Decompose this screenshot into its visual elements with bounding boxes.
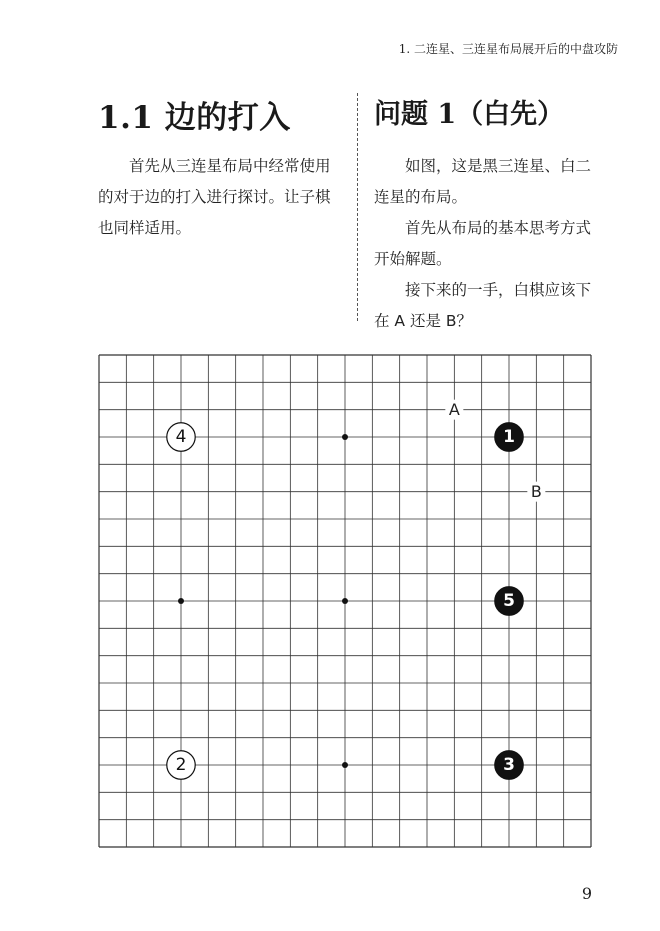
- star-point: [342, 598, 348, 604]
- star-point: [342, 762, 348, 768]
- star-point: [342, 434, 348, 440]
- section-body: [98, 151, 336, 244]
- board-marker-a: A: [448, 400, 460, 420]
- problem-paragraph: 首先从布局的基本思考方式开始解题。: [374, 219, 592, 268]
- problem-title: 问题 1（白先）: [374, 99, 565, 130]
- running-header: 1. 二连星、三连星布局展开后的中盘攻防: [398, 42, 618, 56]
- section-title: 1.1 边的打入: [98, 100, 291, 136]
- stone-label: 3: [503, 755, 515, 775]
- column-divider: [357, 93, 358, 321]
- page-number: 9: [581, 884, 592, 903]
- problem-paragraph: 接下来的一手，白棋应该下在 A 还是 B？: [374, 281, 592, 330]
- stone-label: 2: [175, 755, 187, 775]
- board-marker-b: B: [530, 482, 542, 502]
- stone-label: 4: [175, 427, 187, 447]
- stone-label: 5: [503, 591, 515, 611]
- problem-body: [374, 151, 598, 337]
- problem-paragraph: 如图，这是黑三连星、白二连星的布局。: [374, 157, 592, 206]
- stone-label: 1: [503, 427, 515, 447]
- star-point: [178, 598, 184, 604]
- go-board: [98, 354, 592, 848]
- section-paragraph: 首先从三连星布局中经常使用的对于边的打入进行探讨。让子棋也同样适用。: [98, 157, 331, 237]
